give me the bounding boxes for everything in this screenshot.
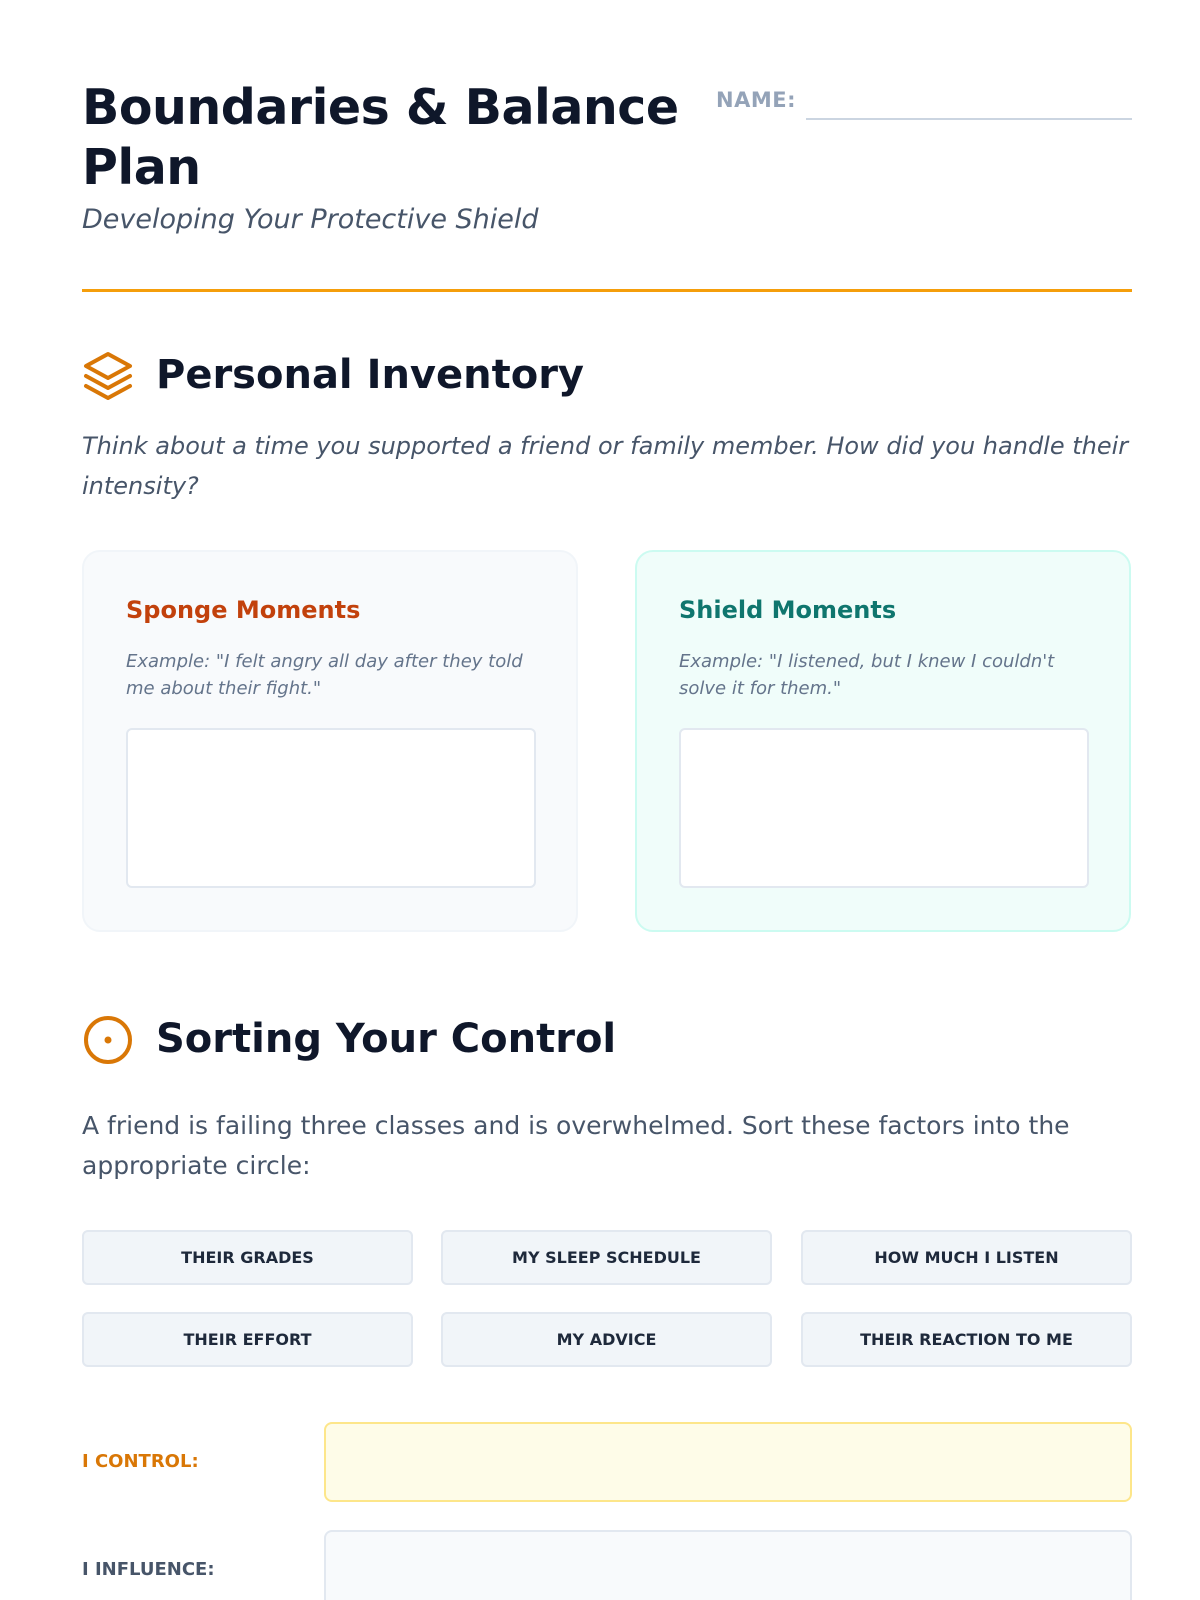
section-personal-inventory [82, 346, 1132, 402]
i-control-dropzone[interactable] [324, 1422, 1132, 1502]
worksheet-page [82, 0, 1132, 1600]
section-sorting-control [82, 1010, 1132, 1066]
control-prompt: A friend is failing three classes and is overwhelmed. Sort these factors into the appropriate circle: [82, 1111, 1070, 1180]
sponge-moments-card [82, 550, 578, 932]
header-divider [82, 289, 1132, 292]
section-title-inventory: Personal Inventory [156, 352, 585, 398]
shield-card-title: Shield Moments [679, 596, 897, 624]
layers-icon [82, 350, 134, 402]
i-influence-dropzone[interactable] [324, 1530, 1132, 1600]
factor-chip[interactable]: HOW MUCH I LISTEN [801, 1230, 1132, 1285]
factor-chip[interactable]: THEIR GRADES [82, 1230, 413, 1285]
sponge-card-title: Sponge Moments [126, 596, 361, 624]
name-label: NAME: [716, 88, 796, 112]
sponge-answer-box[interactable] [126, 728, 536, 888]
page-header [82, 78, 1132, 288]
shield-answer-box[interactable] [679, 728, 1089, 888]
inventory-prompt: Think about a time you supported a friend or family member. How did you handle their intensity? [82, 432, 1129, 500]
i-influence-label: I INFLUENCE: [82, 1559, 215, 1580]
page-title: Boundaries & Balance Plan [82, 79, 679, 196]
sponge-card-example: Example: "I felt angry all day after they told me about their fight." [126, 651, 523, 699]
factor-chip[interactable]: THEIR EFFORT [82, 1312, 413, 1367]
factor-chip[interactable]: MY ADVICE [441, 1312, 772, 1367]
shield-card-example: Example: "I listened, but I knew I couldn't solve it for them." [679, 651, 1055, 699]
i-control-label: I CONTROL: [82, 1451, 199, 1472]
section-title-control: Sorting Your Control [156, 1016, 617, 1062]
target-icon [82, 1014, 134, 1066]
page-subtitle: Developing Your Protective Shield [82, 204, 539, 235]
name-input-line[interactable] [806, 118, 1132, 120]
shield-moments-card [635, 550, 1131, 932]
factor-chip[interactable]: THEIR REACTION TO ME [801, 1312, 1132, 1367]
factor-chip[interactable]: MY SLEEP SCHEDULE [441, 1230, 772, 1285]
